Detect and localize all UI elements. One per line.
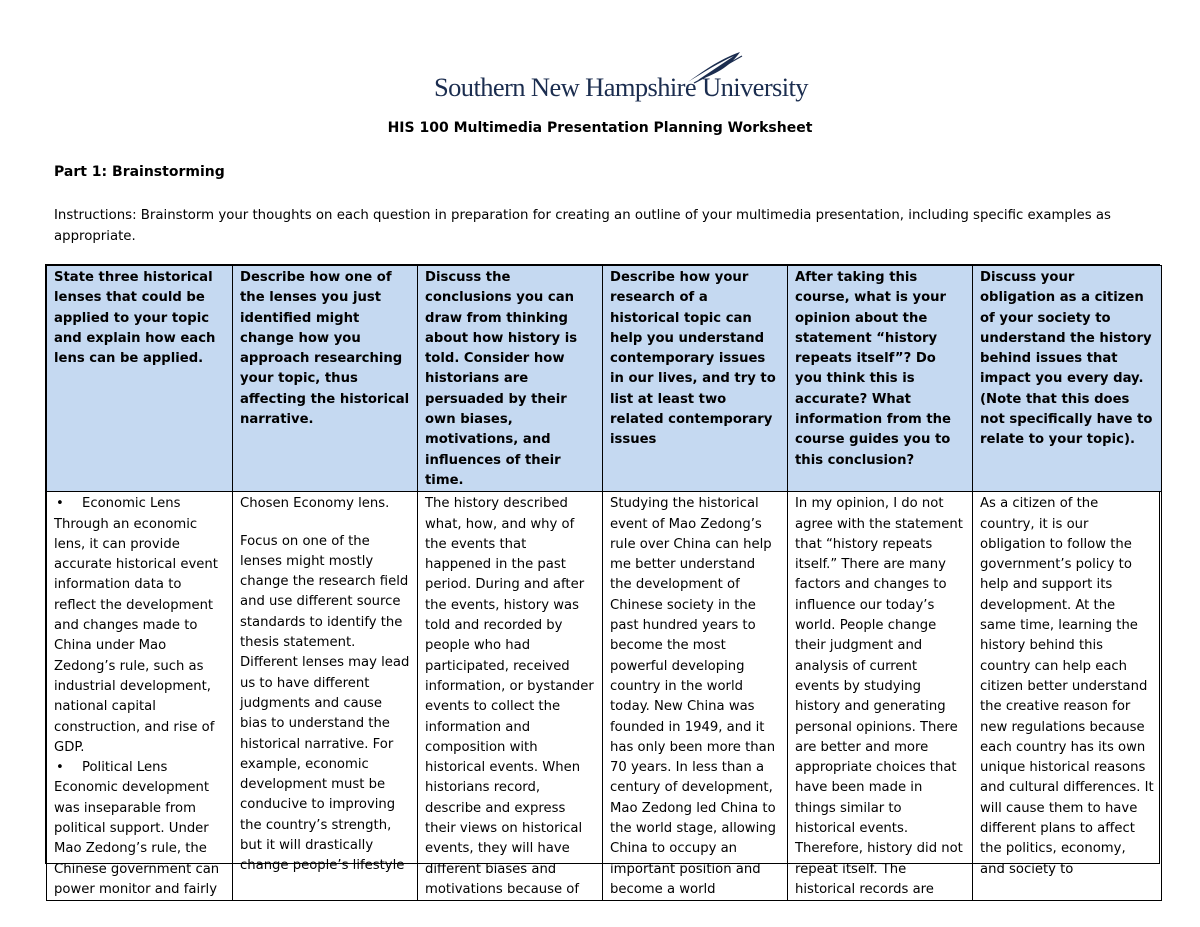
chosen-lens-text: Chosen Economy lens. <box>240 496 390 512</box>
header-cell-obligation: Discuss your obligation as a citizen of your society to understand the history behind issues that impact you every day. (Note that this does not specifically have to relate to your topic). <box>973 266 1162 492</box>
instructions-text: Instructions: Brainstorm your thoughts on each question in preparation for creating an outline of your multimedia presentation, including specific examples as appropriate. <box>54 208 1111 244</box>
header-cell-approach: Describe how one of the lenses you just identified might change how you approach researching your topic, thus affecting the historical narrative. <box>233 266 418 492</box>
lens-description: Through an economic lens, it can provide accurate historical event information data to reflect the development and changes made to China under Mao Zedong’s rule, such as industrial development, national capital construction, and rise of GDP. <box>54 516 218 755</box>
list-item <box>54 758 225 778</box>
lens-description: Economic development was inseparable from political support. Under Mao Zedong’s rule, the Chinese government can power monitor and fairly <box>54 780 220 897</box>
answer-cell-lenses <box>47 492 233 901</box>
answer-cell-approach <box>233 492 418 901</box>
header-cell-conclusions: Discuss the conclusions you can draw from thinking about how history is told. Consider how historians are persuaded by their own biases, motivations, and influences of their time. <box>418 266 603 492</box>
answer-cell-obligation: As a citizen of the country, it is our obligation to follow the government’s policy to help and support its development. At the same time, learning the history behind this country can help each citizen better understand the creative reason for new regulations because each country has its own unique historical reasons and cultural differences. It will cause them to have different plans to affect the politics, economy, and society to <box>973 492 1162 901</box>
table-row <box>47 492 1162 901</box>
brainstorming-table <box>45 264 1160 897</box>
answer-cell-contemporary: Studying the historical event of Mao Zedong’s rule over China can help me better understand the development of Chinese society in the past hundred years to become the most powerful developing country in the world today. New China was founded in 1949, and it has only been more than 70 years. In less than a century of development, Mao Zedong led China to the world stage, allowing China to occupy an important position and become a world <box>603 492 788 901</box>
worksheet-title: HIS 100 Multimedia Presentation Planning Worksheet <box>387 120 813 136</box>
header-cell-contemporary: Describe how your research of a historical topic can help you understand contemporary issues in our lives, and try to list at least two related contemporary issues <box>603 266 788 492</box>
university-name: Southern New Hampshire University <box>434 72 808 102</box>
answer-cell-opinion: In my opinion, I do not agree with the statement that “history repeats itself.” There are many factors and changes to influence our today’s world. People change their judgment and analysis of current events by studying history and generating personal opinions. There are better and more appropriate choices that have been made in things similar to historical events. Therefore, history did not repeat itself. The historical records are <box>788 492 973 901</box>
bullet-icon: • <box>56 496 64 512</box>
university-logo <box>434 50 808 106</box>
table-header-row <box>47 266 1162 492</box>
part-heading: Part 1: Brainstorming <box>54 164 225 180</box>
lens-title: Political Lens <box>82 760 168 776</box>
answer-cell-conclusions: The history described what, how, and why of the events that happened in the past period. During and after the events, history was told and recorded by people who had participated, received information, or bystander events to collect the information and composition with historical events. When historians record, describe and express their views on historical events, they will have different biases and motivations because of <box>418 492 603 901</box>
approach-text: Focus on one of the lenses might mostly change the research field and use different source standards to identify the thesis statement. Different lenses may lead us to have different judgments and cause bias to understand the historical narrative. For example, economic development must be conducive to improving the country’s strength, but it will drastically change people’s lifestyle <box>240 533 410 874</box>
list-item <box>54 494 225 514</box>
lens-title: Economic Lens <box>82 496 181 512</box>
header-cell-opinion: After taking this course, what is your opinion about the statement “history repeats itself”? Do you think this is accurate? What information from the course guides you to this conclusion? <box>788 266 973 492</box>
bullet-icon: • <box>56 760 64 776</box>
header-cell-lenses: State three historical lenses that could be applied to your topic and explain how each lens can be applied. <box>47 266 233 492</box>
quill-leaf-icon <box>684 50 744 84</box>
